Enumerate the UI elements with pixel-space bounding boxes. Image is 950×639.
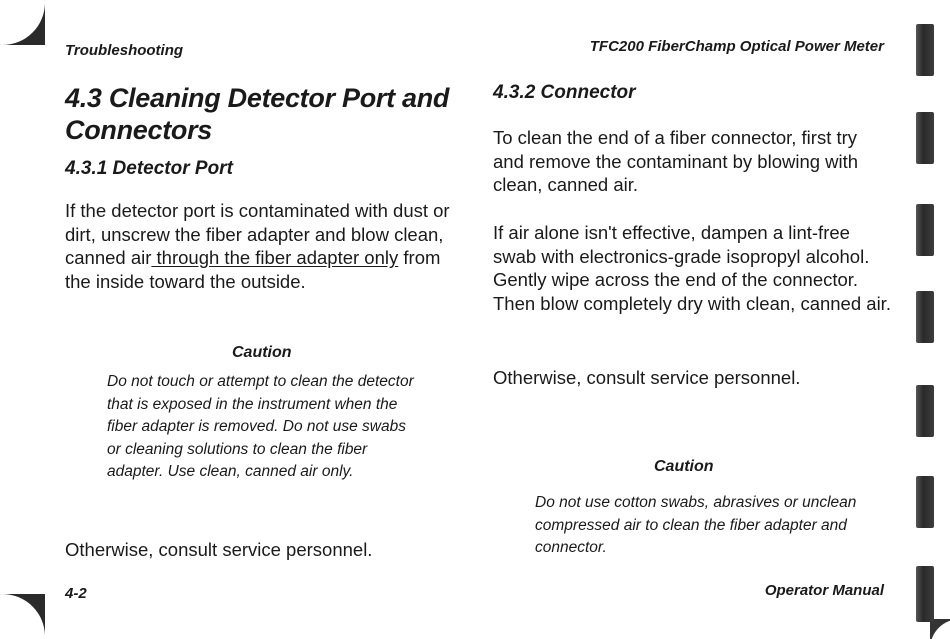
- page-number: 4-2: [65, 585, 87, 602]
- running-header-product: TFC200 FiberChamp Optical Power Meter: [589, 38, 884, 55]
- connector-paragraph-1: To clean the end of a fiber connector, first try and remove the contaminant by blowing with clean, canned air.: [493, 127, 859, 195]
- scan-corner-bottom-right: [930, 619, 950, 639]
- scan-corner-bottom-left: [0, 594, 45, 639]
- detector-port-paragraph: [65, 199, 465, 293]
- detector-port-text-start: If the detector port is contaminated with dust or dirt, unscrew the fiber adapter and blow clean, canned air: [65, 200, 450, 268]
- thumb-index-tab: [916, 24, 934, 76]
- connector-caution-title: Caution: [654, 458, 714, 475]
- detector-caution-title: Caution: [232, 344, 292, 361]
- connector-paragraph-2: If air alone isn't effective, dampen a lint-free swab with electronics-grade isopropyl alcohol. Gently wipe across the end of the connector. Then blow completely dry with clean, canned air.: [493, 222, 891, 314]
- running-footer-title: Operator Manual: [764, 582, 884, 599]
- connector-heading: 4.3.2 Connector: [493, 82, 636, 103]
- thumb-index-tab: [916, 476, 934, 528]
- running-header-section: Troubleshooting: [65, 42, 184, 59]
- thumb-index-tab: [916, 112, 934, 164]
- detector-port-text-underlined: through the fiber adapter only: [151, 247, 399, 268]
- connector-service-note: Otherwise, consult service personnel.: [493, 367, 801, 388]
- detector-port-heading: 4.3.1 Detector Port: [65, 158, 233, 179]
- thumb-index-tab: [916, 385, 934, 437]
- detector-caution-text: Do not touch or attempt to clean the detector that is exposed in the instrument when the fiber adapter is removed. Do not use swabs or cleaning solutions to clean the fiber adapter. Use clean, canned air only.: [107, 373, 414, 480]
- detector-port-text-end: from the inside toward the outside.: [65, 247, 441, 292]
- thumb-index-tab: [916, 204, 934, 256]
- thumb-index-tab: [916, 566, 934, 622]
- thumb-index-tab: [916, 291, 934, 343]
- connector-caution-text: Do not use cotton swabs, abrasives or unclean compressed air to clean the fiber adapter and connector.: [535, 494, 857, 556]
- detector-port-service-note: Otherwise, consult service personnel.: [65, 539, 373, 560]
- section-title: 4.3 Cleaning Detector Port and Connectors: [65, 83, 450, 145]
- scan-corner-top-left: [0, 0, 45, 45]
